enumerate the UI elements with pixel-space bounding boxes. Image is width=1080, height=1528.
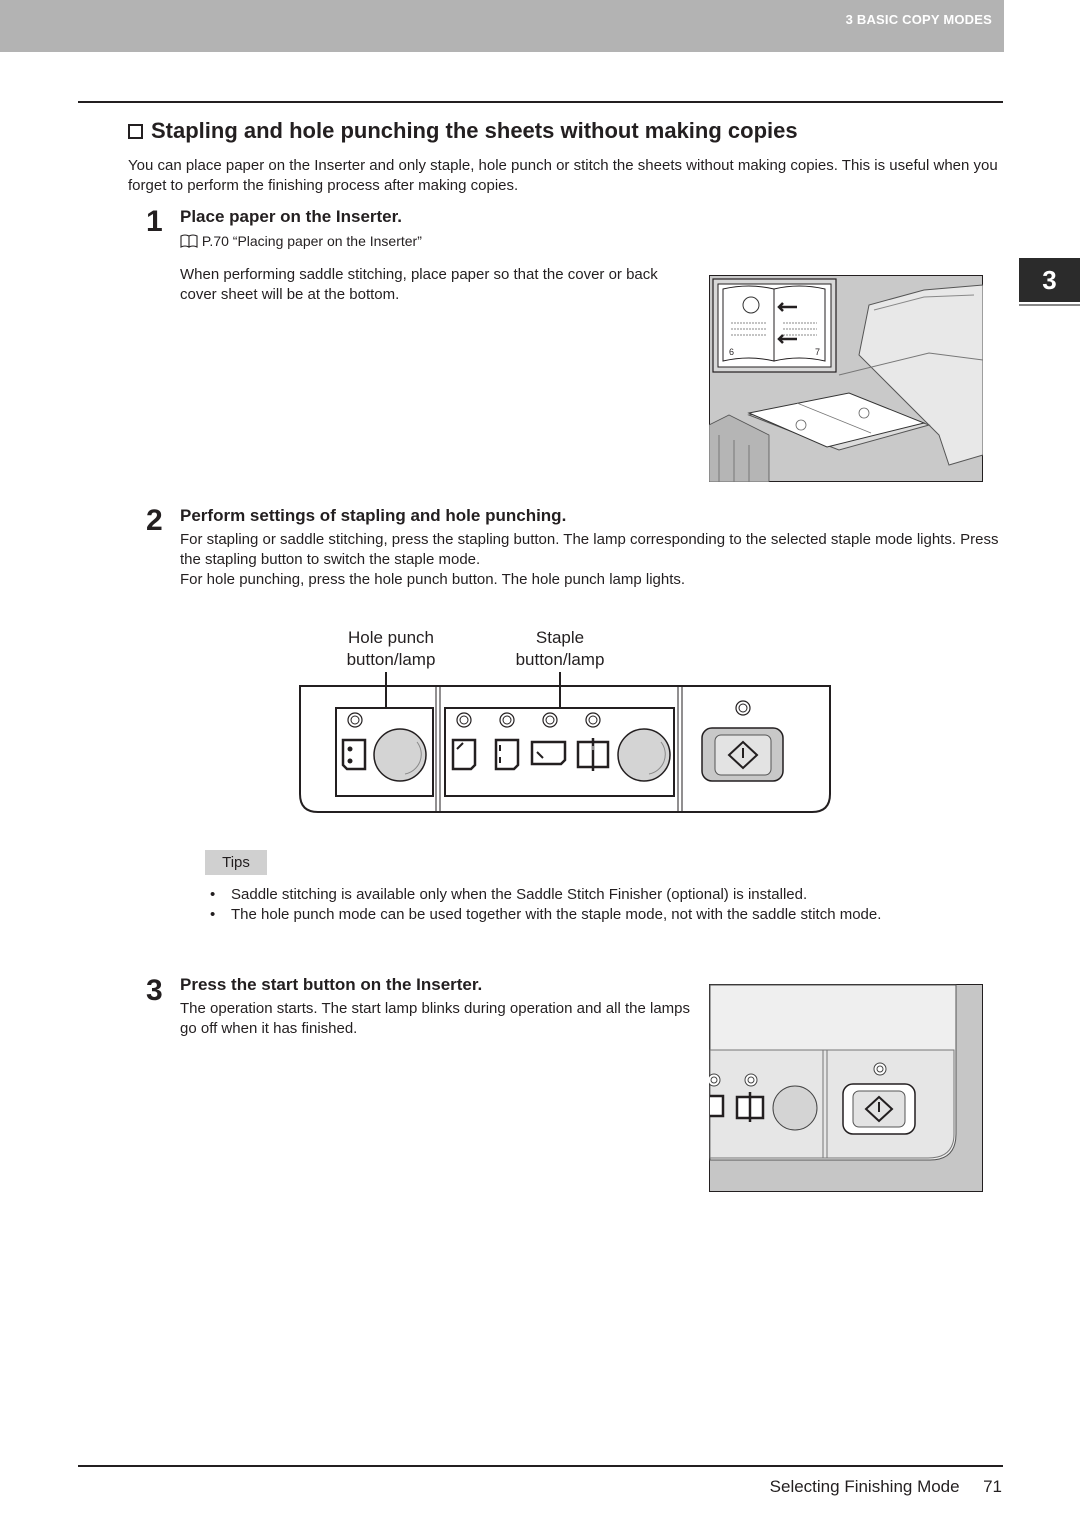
chapter-tab[interactable]: 3 xyxy=(1019,258,1080,302)
step-3-text: The operation starts. The start lamp blinks during operation and all the lamps go off when it has finished. xyxy=(180,1000,690,1037)
top-rule xyxy=(78,101,1003,103)
hole-punch-button[interactable] xyxy=(374,729,426,781)
bottom-rule xyxy=(78,1465,1003,1467)
saddle-stitch-icon xyxy=(578,738,608,771)
saddle-lamp xyxy=(745,1074,757,1086)
staple-callout xyxy=(495,627,625,671)
staple-label-line2: button/lamp xyxy=(515,650,605,669)
inserter-control-panel xyxy=(297,672,833,816)
start-lamp xyxy=(736,701,750,715)
checkbox-icon xyxy=(128,124,143,139)
tips-item: • The hole punch mode can be used together with the staple mode, not with the saddle stitch mode. xyxy=(210,905,881,925)
step-2-text-hole-punch: For hole punching, press the hole punch button. The hole punch lamp lights. xyxy=(180,571,686,588)
staple-lamp-saddle xyxy=(586,713,600,727)
chapter-header-label: 3 BASIC COPY MODES xyxy=(845,12,992,27)
double-staple-icon xyxy=(496,740,518,769)
hole-punch-callout xyxy=(326,627,456,671)
tips-list xyxy=(210,885,881,925)
start-button[interactable] xyxy=(843,1084,915,1134)
start-button-illustration xyxy=(709,984,983,1192)
step-2-text-stapling: For stapling or saddle stitching, press the stapling button. The lamp corresponding to the selected staple mode lights. Press the stapling button to switch the staple mode. xyxy=(180,531,999,568)
page-footer xyxy=(770,1477,1002,1497)
hole-punch-label-line1: Hole punch xyxy=(347,628,434,647)
step-1-reference[interactable] xyxy=(180,233,422,249)
inserter-illustration xyxy=(709,275,983,482)
hole-punch-lamp xyxy=(348,713,362,727)
staple-lamp-double xyxy=(500,713,514,727)
step-2-title: Perform settings of stapling and hole punching. xyxy=(180,506,567,525)
staple-lamp-landscape xyxy=(543,713,557,727)
start-button[interactable] xyxy=(702,728,783,781)
start-lamp xyxy=(874,1063,886,1075)
step-3-title: Press the start button on the Inserter. xyxy=(180,975,483,994)
footer-section-name: Selecting Finishing Mode xyxy=(769,1477,960,1496)
tips-item: • Saddle stitching is available only when the Saddle Stitch Finisher (optional) is installed. xyxy=(210,885,881,905)
corner-staple-icon xyxy=(453,740,475,769)
staple-label-line1: Staple xyxy=(535,628,585,647)
step-3-number: 3 xyxy=(146,974,163,1007)
booklet-page-left: 6 xyxy=(729,347,735,357)
step-1-number: 1 xyxy=(146,205,163,238)
lamp-partial xyxy=(709,1074,720,1086)
staple-button[interactable] xyxy=(618,729,670,781)
saddle-stitch-icon xyxy=(737,1092,763,1122)
section-intro: You can place paper on the Inserter and only staple, hole punch or stitch the sheets without making copies. This is useful when you forget to perform the finishing process after making copies. xyxy=(128,157,998,194)
tips-label: Tips xyxy=(205,850,267,875)
staple-lamp-corner xyxy=(457,713,471,727)
book-icon xyxy=(180,234,198,248)
staple-button[interactable] xyxy=(773,1086,817,1130)
hole-punch-icon xyxy=(343,740,365,769)
hole-punch-label-line2: button/lamp xyxy=(346,650,436,669)
landscape-staple-icon xyxy=(532,742,565,764)
step-2-number: 2 xyxy=(146,504,163,537)
page-number: 71 xyxy=(983,1477,1002,1496)
chapter-tab-underline xyxy=(1019,304,1080,306)
step-1-title: Place paper on the Inserter. xyxy=(180,207,403,226)
booklet-page-right: 7 xyxy=(815,347,821,357)
section-title-text: Stapling and hole punching the sheets without making copies xyxy=(151,118,798,143)
reference-link[interactable]: P.70 “Placing paper on the Inserter” xyxy=(201,233,422,249)
section-title xyxy=(128,118,798,144)
step-1-text: When performing saddle stitching, place paper so that the cover or back cover sheet will be at the bottom. xyxy=(180,266,658,303)
